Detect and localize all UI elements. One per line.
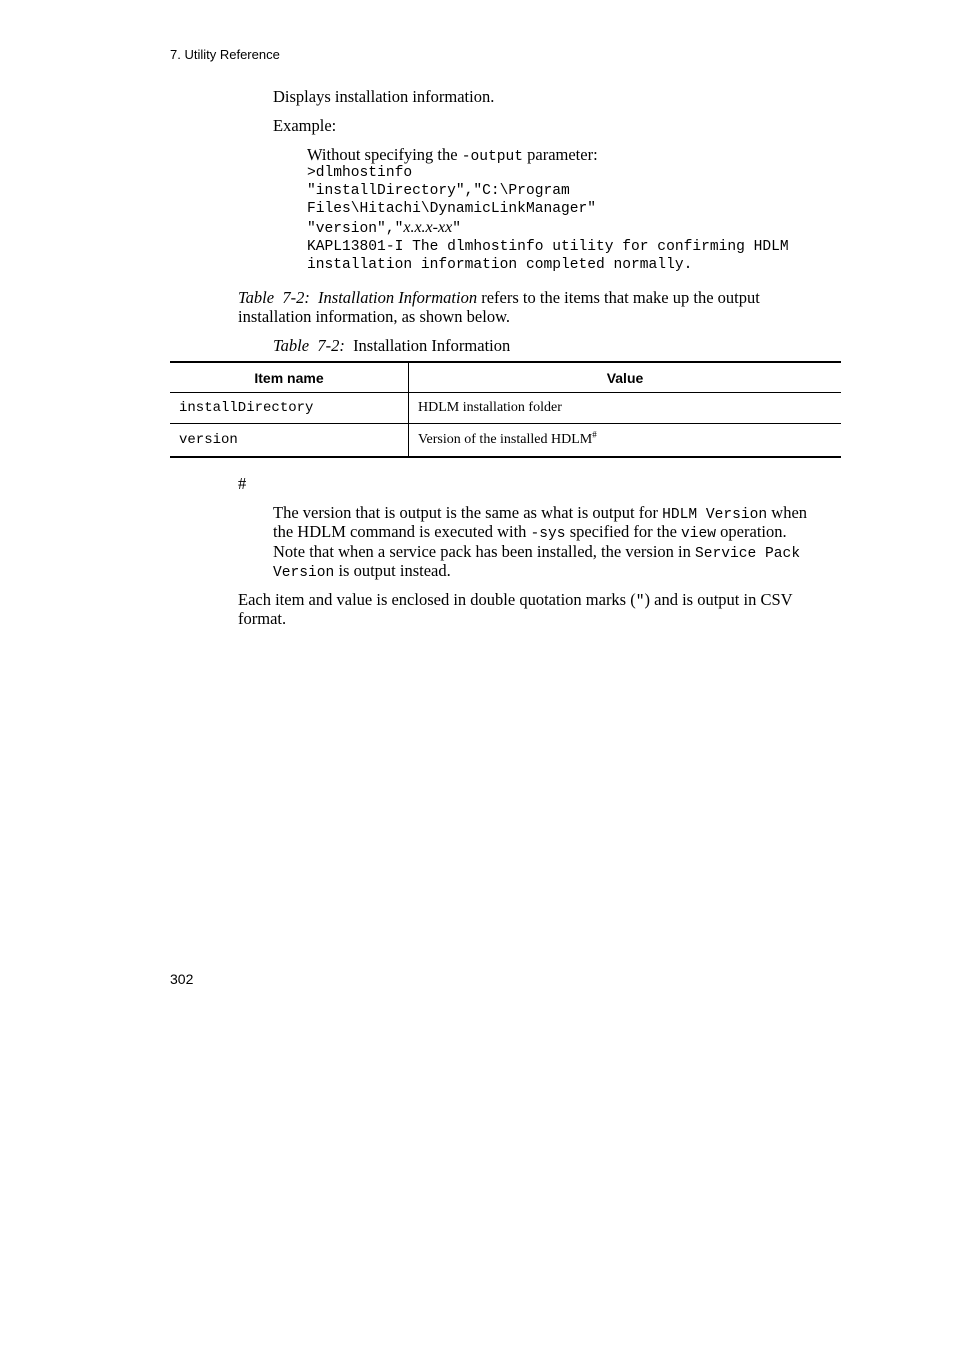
footnote-mark: # — [238, 474, 247, 493]
quote-char: " — [635, 594, 645, 610]
footnote-text: specified for the — [565, 522, 682, 541]
code-line-4-suffix: " — [452, 220, 461, 237]
footnote-text: The version that is output is the same as what is output for — [273, 503, 663, 522]
code-line-2: "installDirectory","C:\Program — [307, 183, 570, 200]
example-intro-suffix: parameter: — [523, 145, 598, 164]
column-header-item-name: Item name — [170, 362, 409, 393]
table-reference-line-2: installation information, as shown below. — [238, 307, 511, 326]
footnote-line-4 — [273, 561, 451, 583]
footnote-text: Note that when a service pack has been installed, the version in — [273, 542, 695, 561]
footnote-text: when — [767, 503, 808, 522]
closing-line-2: format. — [238, 609, 287, 628]
footnote-text: is output instead. — [334, 561, 451, 580]
item-name-cell: version — [170, 424, 409, 458]
code-line-4-prefix: "version"," — [307, 220, 404, 237]
code-term: -sys — [530, 526, 566, 542]
closing-text: Each item and value is enclosed in double quotation marks ( — [238, 590, 636, 609]
footnote-marker: # — [592, 429, 597, 440]
column-header-value: Value — [409, 362, 842, 393]
table-row — [170, 393, 841, 424]
item-name-cell: installDirectory — [170, 393, 409, 424]
table-row — [170, 424, 841, 458]
footnote-text: operation. — [716, 522, 787, 541]
value-cell: HDLM installation folder — [409, 393, 842, 424]
table-reference-link: Table 7-2: Installation Information — [238, 288, 478, 307]
example-label: Example: — [273, 116, 337, 135]
table-reference-text: refers to the items that make up the output — [477, 288, 760, 307]
code-term: Service Pack — [694, 546, 801, 562]
closing-text: ) and is output in CSV — [644, 590, 793, 609]
table-caption — [273, 336, 510, 355]
table-reference-line-1 — [238, 288, 760, 307]
code-example — [307, 164, 789, 274]
table-caption-label: Table 7-2: — [273, 336, 345, 355]
code-term: HDLM Version — [662, 507, 768, 523]
version-placeholder: x.x.x-xx — [403, 218, 453, 236]
table-caption-title: Installation Information — [344, 336, 511, 355]
code-line-1: >dlmhostinfo — [307, 165, 413, 181]
page-number: 302 — [170, 971, 194, 987]
code-line-6: installation information completed normally. — [307, 257, 693, 274]
code-line-4 — [307, 219, 789, 238]
footnote-line-2 — [273, 522, 787, 544]
table-header-row — [170, 362, 841, 393]
footnote-text: the HDLM command is executed with — [273, 522, 531, 541]
description-text: Displays installation information. — [273, 87, 495, 106]
example-intro-text: Without specifying the — [307, 145, 462, 164]
installation-info-table — [170, 361, 841, 458]
value-text: Version of the installed HDLM — [418, 432, 593, 447]
value-cell — [409, 424, 842, 458]
code-term: Version — [273, 565, 335, 581]
output-parameter: -output — [461, 149, 523, 165]
closing-line-1 — [238, 590, 793, 612]
code-line-5: KAPL13801-I The dlmhostinfo utility for confirming HDLM — [307, 238, 789, 255]
code-line-3: Files\Hitachi\DynamicLinkManager" — [307, 201, 597, 218]
code-term: view — [681, 526, 717, 542]
running-header: 7. Utility Reference — [170, 47, 280, 62]
